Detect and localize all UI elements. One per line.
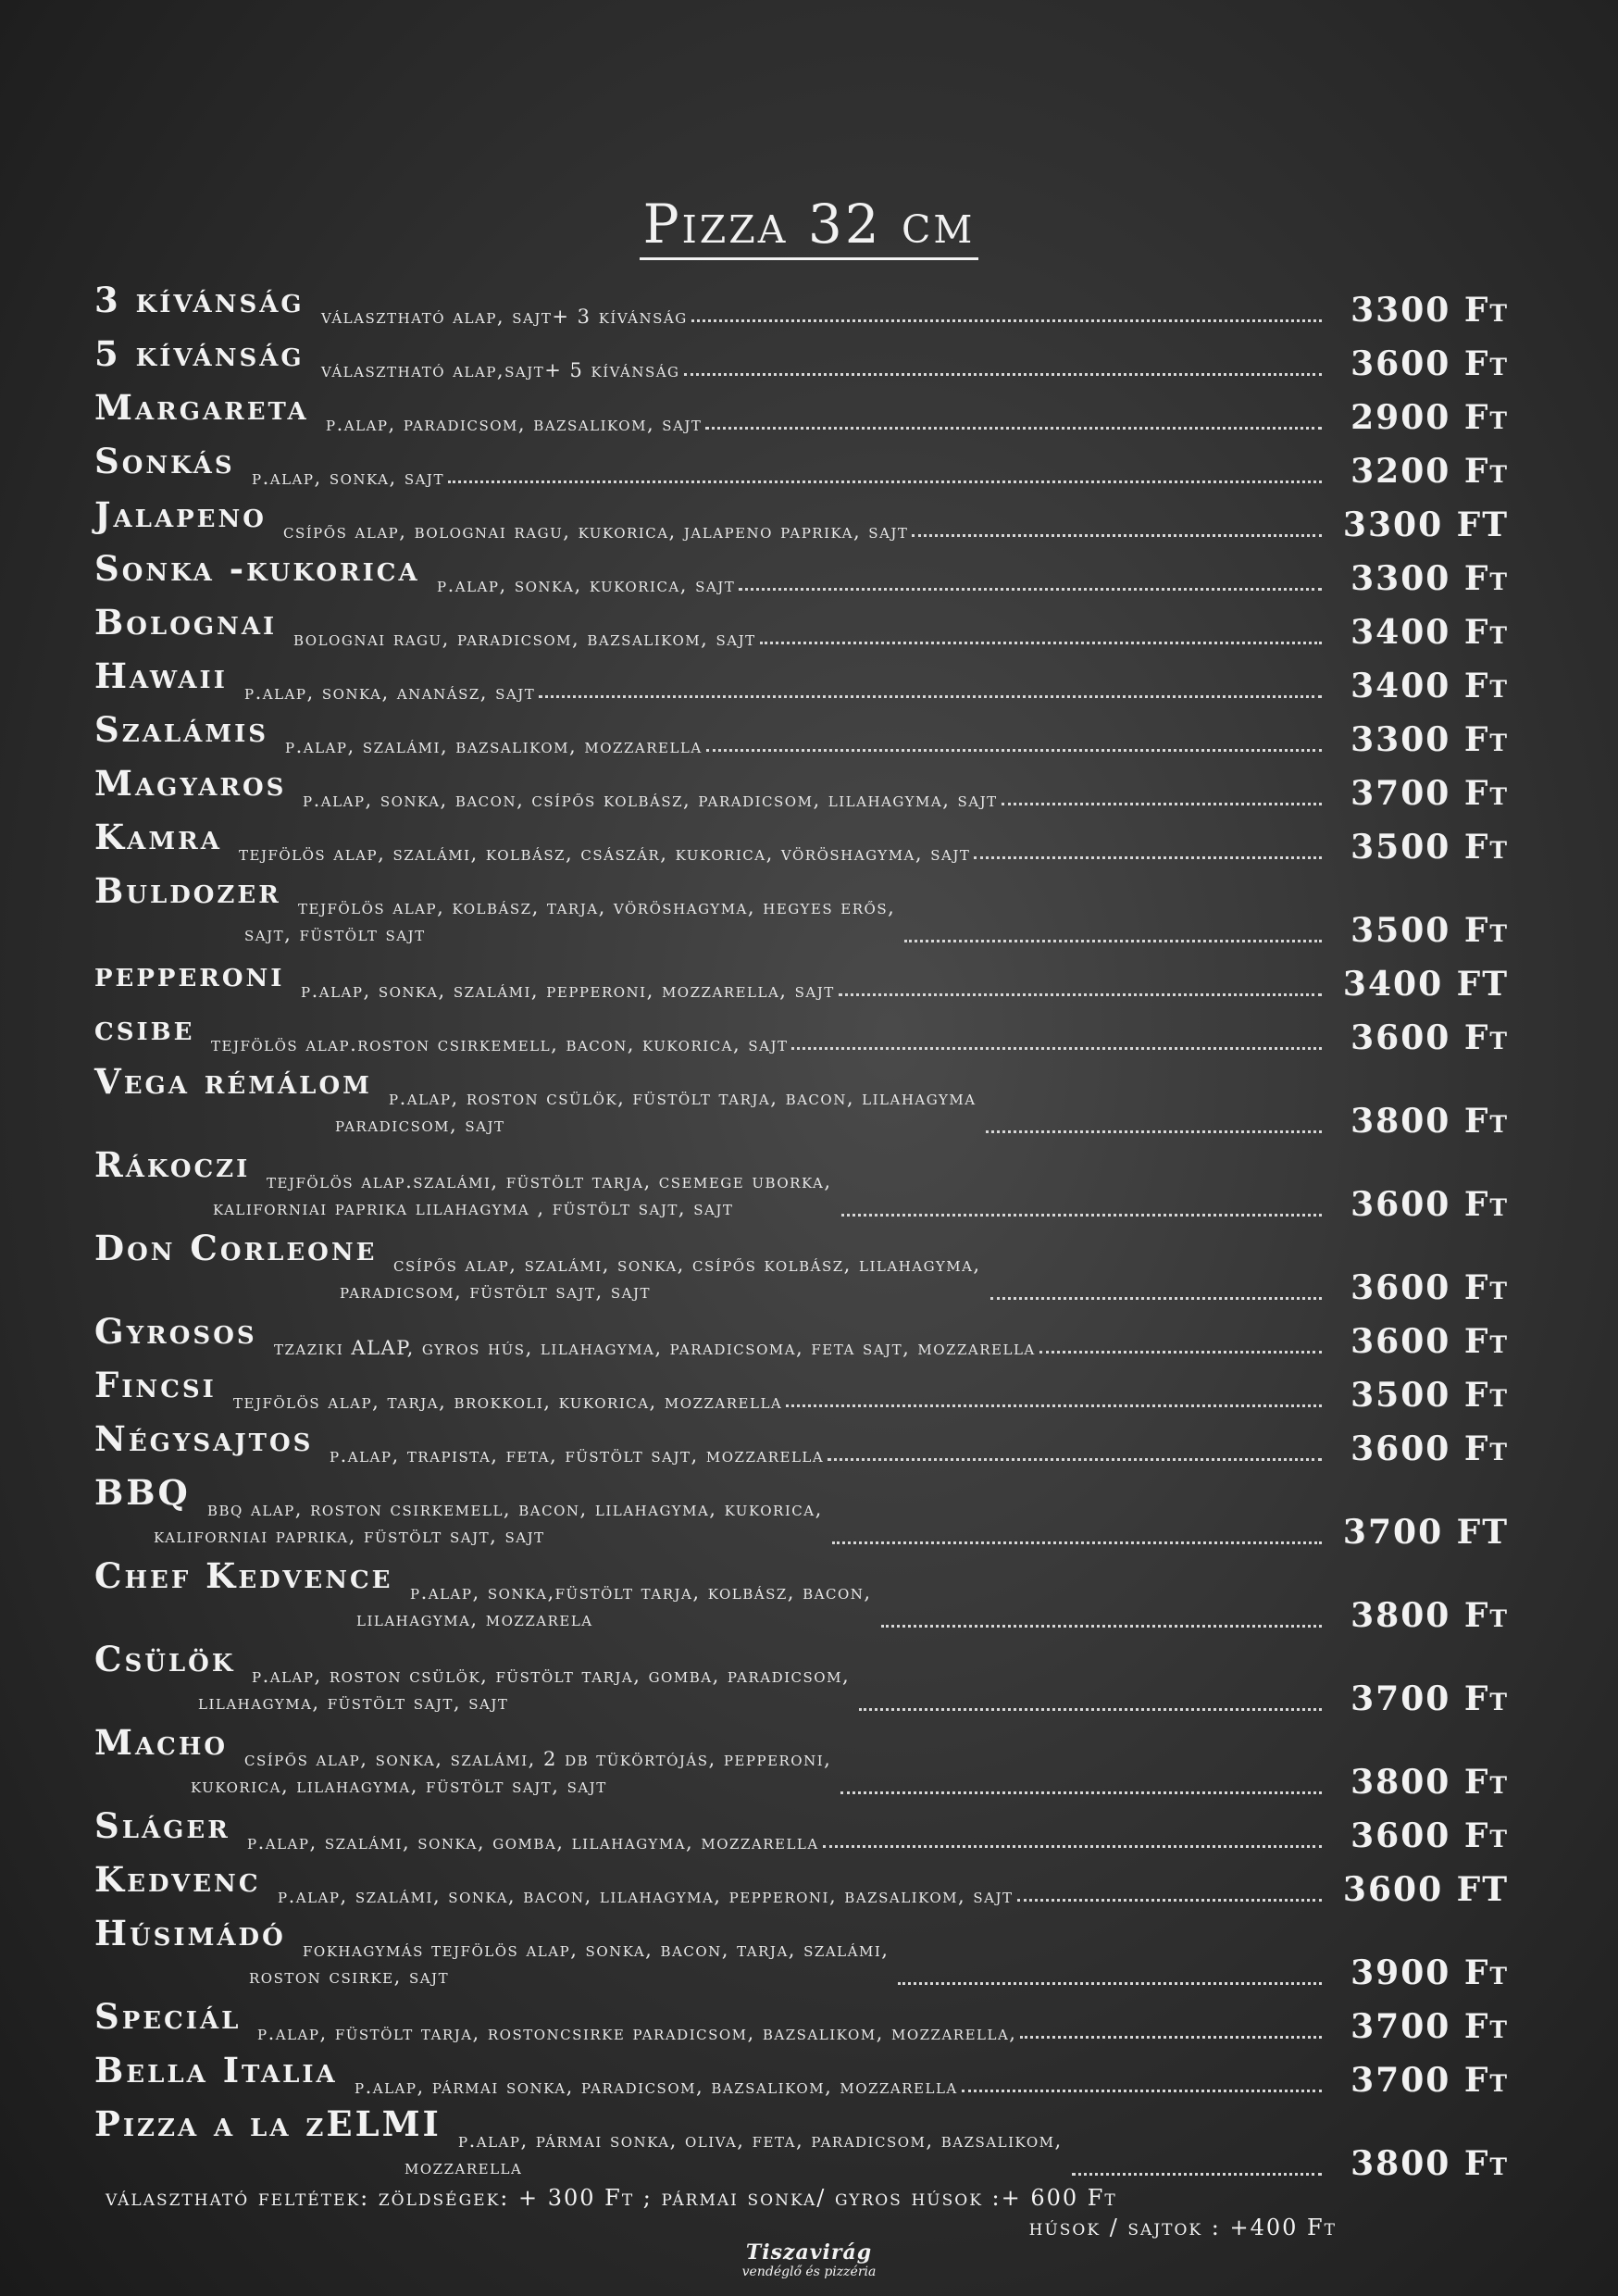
menu-item <box>94 1639 1509 1718</box>
restaurant-logo <box>0 2240 1618 2279</box>
menu-item-name: Csülök <box>94 1639 236 1679</box>
menu-item-price: 3600 Ft <box>1350 1429 1509 1468</box>
menu-item-name: Szalámis <box>94 709 269 750</box>
menu-item-name: Sonka -kukorica <box>94 548 420 589</box>
menu-item-details <box>94 2050 1324 2100</box>
menu-item-ingredients-cont: lilahagyma, füstölt sajt, sajt <box>198 1691 509 1714</box>
leader-dots <box>832 1538 1322 1544</box>
menu-item-price: 2900 Ft <box>1350 398 1509 437</box>
menu-item-ingredients: tejfölös alap, szalámi, kolbász, császár, kukorica, vöröshagyma, sajt <box>239 842 971 865</box>
menu-item <box>94 1311 1509 1361</box>
menu-item-price: 3500 Ft <box>1350 828 1509 867</box>
menu-item-details <box>94 870 1324 950</box>
extra-toppings-line-1: választható feltétek: zöldségek: + 300 Ft ; pármai sonka/ gyros húsok :+ 600 Ft <box>106 2185 1117 2211</box>
menu-item-details <box>94 1859 1324 1909</box>
menu-item-ingredients: választható alap,sajt+ 5 kívánság <box>321 359 680 381</box>
leader-dots <box>791 1043 1322 1050</box>
menu-item-price: 3500 Ft <box>1350 911 1509 950</box>
menu-item <box>94 2103 1509 2183</box>
leader-dots <box>786 1401 1322 1407</box>
menu-item-details <box>94 1061 1324 1141</box>
menu-item-ingredients-cont: kukorica, lilahagyma, füstölt sajt, sajt <box>191 1775 607 1797</box>
menu-item-ingredients: bolognai ragu, paradicsom, bazsalikom, sajt <box>293 628 756 650</box>
leader-dots <box>881 1621 1322 1628</box>
menu-item <box>94 655 1509 705</box>
leader-dots <box>739 584 1322 591</box>
menu-item-details <box>94 655 1324 705</box>
menu-item-ingredients: bbq alap, roston csirkemell, bacon, lilahagyma, kukorica, <box>207 1498 823 1520</box>
menu-item-ingredients: tejfölös alap, tarja, brokkoli, kukorica, mozzarella <box>233 1391 783 1413</box>
menu-item-name: Macho <box>94 1722 229 1763</box>
menu-item-details <box>94 709 1324 759</box>
menu-item-price: 3300 Ft <box>1350 559 1509 598</box>
menu-item-details <box>94 548 1324 598</box>
menu-item-ingredients: p.alap, sonka, bacon, csípős kolbász, paradicsom, lilahagyma, sajt <box>303 789 998 811</box>
menu-item-details <box>94 494 1324 544</box>
menu-item-details <box>94 1007 1324 1057</box>
menu-item-ingredients: p.alap, szalámi, bazsalikom, mozzarella <box>285 735 703 757</box>
menu-item-price: 3500 Ft <box>1350 1376 1509 1415</box>
menu-item-name: Chef Kedvence <box>94 1555 393 1596</box>
menu-item-name: Jalapeno <box>94 494 267 535</box>
menu-item-name: Buldozer <box>94 870 281 911</box>
menu-item <box>94 1418 1509 1468</box>
menu-item-details <box>94 602 1324 652</box>
menu-item-ingredients: p.alap, sonka, ananász, sajt <box>244 681 536 704</box>
menu-item-details <box>94 1639 1324 1718</box>
logo-name: Tiszavirág <box>745 2240 873 2265</box>
menu-item <box>94 870 1509 950</box>
leader-dots <box>1017 1895 1322 1902</box>
menu-item-ingredients: p.alap, sonka, kukorica, sajt <box>437 574 736 596</box>
menu-item-name: Hawaii <box>94 655 228 696</box>
menu-item <box>94 1007 1509 1057</box>
menu-item-price: 3600 Ft <box>1350 1816 1509 1855</box>
leader-dots <box>706 745 1322 752</box>
menu-item-price: 3200 Ft <box>1350 452 1509 491</box>
menu-item <box>94 1061 1509 1141</box>
menu-item <box>94 441 1509 491</box>
leader-dots <box>1039 1347 1322 1354</box>
leader-dots <box>990 1293 1322 1300</box>
menu-item-ingredients: p.alap, füstölt tarja, rostoncsirke paradicsom, bazsalikom, mozzarella, <box>257 2022 1017 2044</box>
menu-item <box>94 709 1509 759</box>
menu-item-price: 3300 Ft <box>1350 291 1509 330</box>
menu-item-name: csibe <box>94 1007 195 1048</box>
menu-item-ingredients-cont: kaliforniai paprika lilahagyma , füstölt sajt, sajt <box>213 1197 734 1219</box>
menu-item <box>94 954 1509 1004</box>
menu-item <box>94 494 1509 544</box>
menu-item-price: 3700 FT <box>1342 1513 1509 1552</box>
menu-item <box>94 602 1509 652</box>
menu-item-details <box>94 763 1324 813</box>
menu-item-price: 3600 Ft <box>1350 1185 1509 1224</box>
menu-item-ingredients-cont: kaliforniai paprika, füstölt sajt, sajt <box>154 1525 545 1547</box>
leader-dots <box>840 1788 1322 1794</box>
leader-dots <box>823 1841 1322 1848</box>
menu-item <box>94 763 1509 813</box>
menu-item-details <box>94 1913 1324 1992</box>
menu-item-ingredients: csípős alap, bolognai ragu, kukorica, jalapeno paprika, sajt <box>283 520 909 543</box>
menu-item-name: Kamra <box>94 817 222 857</box>
leader-dots <box>898 1978 1322 1985</box>
menu-item-ingredients: p.alap, roston csülök, füstölt tarja, gomba, paradicsom, <box>252 1665 851 1687</box>
menu-item-name: Bolognai <box>94 602 278 643</box>
menu-item-name: 3 kívánság <box>94 280 305 320</box>
menu-item-price: 3900 Ft <box>1350 1953 1509 1992</box>
leader-dots <box>859 1704 1322 1711</box>
menu-title-text: Pizza 32 cm <box>640 193 979 260</box>
leader-dots <box>539 692 1322 698</box>
menu-item-details <box>94 1472 1324 1552</box>
menu-item-ingredients: fokhagymás tejfölös alap, sonka, bacon, tarja, szalámi, <box>303 1939 890 1961</box>
menu-item-details <box>94 1311 1324 1361</box>
menu-item-name: Húsimádó <box>94 1913 286 1953</box>
pizza-menu-list <box>94 280 1509 2187</box>
menu-item <box>94 280 1509 330</box>
leader-dots <box>841 1210 1322 1217</box>
menu-item-details <box>94 333 1324 383</box>
menu-item-ingredients: csípős alap, szalámi, sonka, csípős kolbász, lilahagyma, <box>393 1254 981 1276</box>
leader-dots <box>705 423 1322 430</box>
menu-item-name: Bella Italia <box>94 2050 338 2090</box>
leader-dots <box>962 2086 1322 2092</box>
menu-item-price: 3800 Ft <box>1350 1596 1509 1635</box>
menu-item-details <box>94 954 1324 1004</box>
menu-item <box>94 1555 1509 1635</box>
menu-item-details <box>94 1996 1324 2046</box>
menu-item-details <box>94 1722 1324 1802</box>
leader-dots <box>839 990 1322 996</box>
menu-item-ingredients: választható alap, sajt+ 3 kívánság <box>321 306 688 328</box>
menu-item-price: 3700 Ft <box>1350 2007 1509 2046</box>
leader-dots <box>684 369 1322 376</box>
leader-dots <box>448 477 1322 483</box>
menu-item-price: 3800 Ft <box>1350 2144 1509 2183</box>
menu-item <box>94 817 1509 867</box>
menu-item-details <box>94 2103 1324 2183</box>
menu-item-details <box>94 817 1324 867</box>
menu-item-details <box>94 1144 1324 1224</box>
menu-item-ingredients: p.alap, sonka, sajt <box>252 467 444 489</box>
menu-item-details <box>94 387 1324 437</box>
menu-item <box>94 387 1509 437</box>
menu-item-price: 3600 Ft <box>1350 1268 1509 1307</box>
menu-item <box>94 1805 1509 1855</box>
menu-item-ingredients: p.alap, pármai sonka, paradicsom, bazsalikom, mozzarella <box>355 2076 958 2098</box>
menu-item-ingredients-cont: lilahagyma, mozzarela <box>356 1608 593 1630</box>
extra-toppings-footer <box>106 2183 1337 2242</box>
menu-item <box>94 1996 1509 2046</box>
menu-item-price: 3800 Ft <box>1350 1763 1509 1802</box>
menu-item-ingredients: p.alap, szalámi, sonka, bacon, lilahagyma, pepperoni, bazsalikom, sajt <box>278 1885 1014 1907</box>
menu-item-ingredients: p.alap, sonka, szalámi, pepperoni, mozzarella, sajt <box>301 980 835 1002</box>
menu-item-name: Speciál <box>94 1996 242 2037</box>
menu-item-price: 3700 Ft <box>1350 1679 1509 1718</box>
leader-dots <box>986 1127 1322 1133</box>
menu-item-price: 3600 Ft <box>1350 1322 1509 1361</box>
menu-item-name: Magyaros <box>94 763 287 804</box>
menu-item-ingredients-cont: sajt, füstölt sajt <box>244 923 426 945</box>
menu-item-details <box>94 280 1324 330</box>
menu-item-name: Pizza a la zELMI <box>94 2103 442 2144</box>
menu-item <box>94 1859 1509 1909</box>
menu-item-price: 3600 FT <box>1342 1870 1509 1909</box>
menu-item <box>94 1228 1509 1307</box>
menu-item-ingredients: p.alap, roston csülök, füstölt tarja, bacon, lilahagyma <box>389 1087 977 1109</box>
leader-dots <box>904 936 1322 942</box>
menu-item-price: 3400 FT <box>1342 965 1509 1004</box>
menu-item-ingredients: p.alap, sonka,füstölt tarja, kolbász, bacon, <box>410 1581 872 1603</box>
logo-subtitle: vendéglő és pizzéria <box>741 2265 877 2279</box>
menu-item-price: 3400 Ft <box>1350 613 1509 652</box>
menu-item-name: Kedvenc <box>94 1859 261 1900</box>
menu-item-name: Don Corleone <box>94 1228 378 1268</box>
menu-item-ingredients-cont: roston csirke, sajt <box>249 1965 450 1988</box>
menu-item <box>94 548 1509 598</box>
menu-item <box>94 1144 1509 1224</box>
menu-item-name: Négysajtos <box>94 1418 314 1459</box>
menu-item-ingredients: p.alap, szalámi, sonka, gomba, lilahagyma, mozzarella <box>247 1831 819 1853</box>
menu-item-details <box>94 1365 1324 1415</box>
menu-title <box>0 193 1618 256</box>
menu-item-ingredients: tzaziki ALAP, gyros hús, lilahagyma, paradicsoma, feta sajt, mozzarella <box>274 1337 1036 1359</box>
menu-item-ingredients: csípős alap, sonka, szalámi, 2 db tükörtójás, pepperoni, <box>244 1748 832 1770</box>
menu-item-name: Fincsi <box>94 1365 217 1405</box>
leader-dots <box>760 638 1322 644</box>
menu-item-name: Gyrosos <box>94 1311 257 1352</box>
menu-item-price: 3300 Ft <box>1350 720 1509 759</box>
menu-item-name: Sláger <box>94 1805 230 1846</box>
menu-item <box>94 333 1509 383</box>
menu-item-details <box>94 1418 1324 1468</box>
leader-dots <box>1020 2032 1322 2039</box>
menu-item-ingredients: p.alap, paradicsom, bazsalikom, sajt <box>326 413 703 435</box>
menu-item-ingredients-cont: paradicsom, sajt <box>335 1114 505 1136</box>
menu-item-price: 3700 Ft <box>1350 774 1509 813</box>
leader-dots <box>1002 799 1322 805</box>
menu-item-name: pepperoni <box>94 954 285 994</box>
menu-item-name: Margareta <box>94 387 309 428</box>
menu-item-details <box>94 441 1324 491</box>
leader-dots <box>1072 2169 1322 2176</box>
menu-item-details <box>94 1228 1324 1307</box>
menu-item-name: Rákoczi <box>94 1144 251 1185</box>
menu-item-ingredients: p.alap, pármai sonka, oliva, feta, paradicsom, bazsalikom, <box>458 2129 1063 2152</box>
menu-item-details <box>94 1555 1324 1635</box>
menu-item-ingredients: tejfölös alap, kolbász, tarja, vöröshagyma, hegyes erős, <box>298 896 896 918</box>
menu-item-ingredients: tejfölös alap.szalámi, füstölt tarja, csemege uborka, <box>267 1170 832 1192</box>
menu-item-name: 5 kívánság <box>94 333 305 374</box>
menu-item-price: 3600 Ft <box>1350 344 1509 383</box>
leader-dots <box>691 316 1322 322</box>
menu-item-price: 3700 Ft <box>1350 2061 1509 2100</box>
menu-item-price: 3300 FT <box>1342 505 1509 544</box>
extra-toppings-line-2: húsok / sajtok : +400 Ft <box>1028 2215 1337 2240</box>
menu-item-price: 3400 Ft <box>1350 667 1509 705</box>
leader-dots <box>974 853 1322 859</box>
menu-item <box>94 1722 1509 1802</box>
menu-item-price: 3800 Ft <box>1350 1102 1509 1141</box>
menu-item-ingredients-cont: paradicsom, füstölt sajt, sajt <box>340 1280 652 1303</box>
menu-item-name: Vega rémálom <box>94 1061 372 1102</box>
menu-item <box>94 2050 1509 2100</box>
menu-item <box>94 1365 1509 1415</box>
menu-item-details <box>94 1805 1324 1855</box>
menu-item-name: BBQ <box>94 1472 191 1513</box>
leader-dots <box>912 530 1322 537</box>
leader-dots <box>828 1454 1322 1461</box>
menu-item <box>94 1472 1509 1552</box>
menu-item-name: Sonkás <box>94 441 235 481</box>
menu-item-price: 3600 Ft <box>1350 1018 1509 1057</box>
menu-item-ingredients: tejfölös alap.roston csirkemell, bacon, kukorica, sajt <box>211 1033 789 1055</box>
menu-item-ingredients-cont: mozzarella <box>404 2156 523 2178</box>
menu-item <box>94 1913 1509 1992</box>
menu-item-ingredients: p.alap, trapista, feta, füstölt sajt, mozzarella <box>330 1444 825 1466</box>
